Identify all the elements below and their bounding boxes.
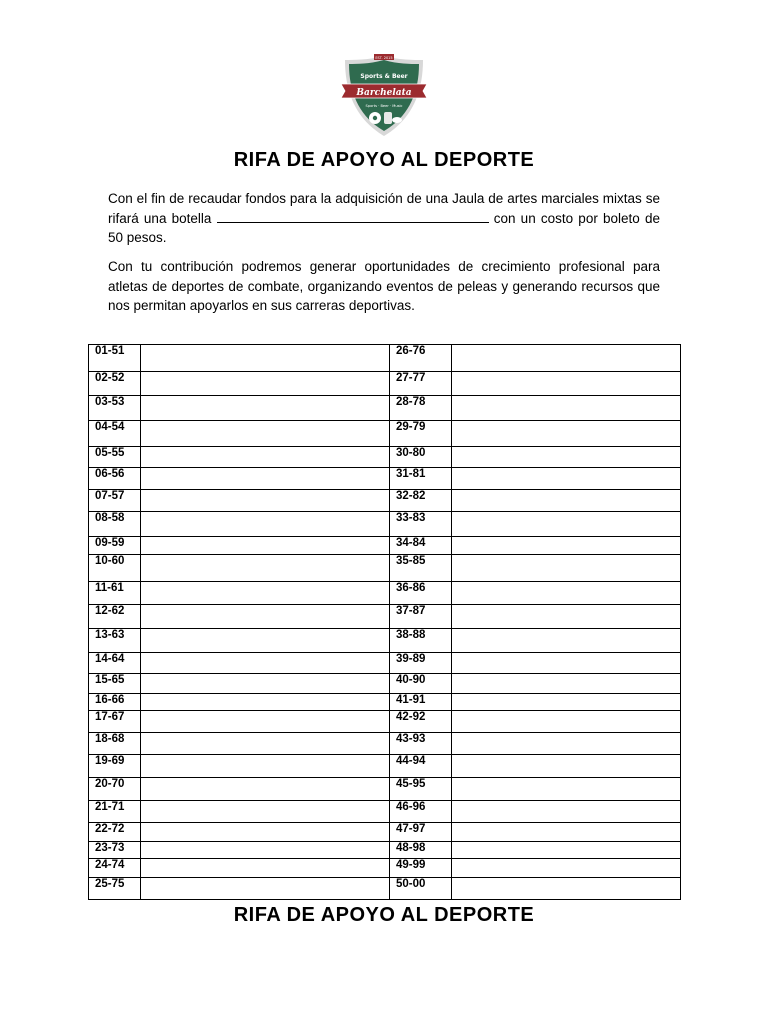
name-cell[interactable] <box>452 555 681 582</box>
table-row <box>89 372 681 396</box>
table-row <box>89 345 681 372</box>
name-cell[interactable] <box>141 711 390 733</box>
intro-paragraph <box>108 189 660 248</box>
table-row <box>89 755 681 778</box>
ticket-number: 19-69 <box>89 755 141 778</box>
logo-line1: Sports & Beer <box>360 73 408 80</box>
table-row <box>89 842 681 859</box>
table-row <box>89 537 681 555</box>
name-cell[interactable] <box>452 801 681 823</box>
name-cell[interactable] <box>141 755 390 778</box>
name-cell[interactable] <box>141 605 390 629</box>
ticket-number: 07-57 <box>89 490 141 512</box>
ticket-number: 06-56 <box>89 468 141 490</box>
name-cell[interactable] <box>452 512 681 537</box>
ticket-number: 40-90 <box>390 674 452 694</box>
ticket-number: 16-66 <box>89 694 141 711</box>
table-row <box>89 468 681 490</box>
ticket-number: 41-91 <box>390 694 452 711</box>
ticket-number: 22-72 <box>89 823 141 842</box>
ticket-number: 09-59 <box>89 537 141 555</box>
name-cell[interactable] <box>141 733 390 755</box>
name-cell[interactable] <box>452 711 681 733</box>
name-cell[interactable] <box>141 778 390 801</box>
intro-text: Con el fin de recaudar fondos para la adquisición de una Jaula de artes marciales mixtas se rifará una botella <box>108 191 660 226</box>
name-cell[interactable] <box>141 823 390 842</box>
ticket-number: 25-75 <box>89 878 141 900</box>
ticket-number: 20-70 <box>89 778 141 801</box>
ticket-number: 35-85 <box>390 555 452 582</box>
ticket-number: 31-81 <box>390 468 452 490</box>
ticket-number: 45-95 <box>390 778 452 801</box>
ticket-number: 14-64 <box>89 653 141 674</box>
logo-name: Barchelata <box>356 88 412 98</box>
name-cell[interactable] <box>452 447 681 468</box>
table-row <box>89 447 681 468</box>
ticket-number: 36-86 <box>390 582 452 605</box>
ticket-number: 29-79 <box>390 421 452 447</box>
ticket-number: 30-80 <box>390 447 452 468</box>
ticket-number: 27-77 <box>390 372 452 396</box>
name-cell[interactable] <box>452 823 681 842</box>
name-cell[interactable] <box>141 582 390 605</box>
ticket-number: 33-83 <box>390 512 452 537</box>
table-row <box>89 512 681 537</box>
ticket-number: 01-51 <box>89 345 141 372</box>
name-cell[interactable] <box>452 733 681 755</box>
ticket-number: 26-76 <box>390 345 452 372</box>
ticket-number: 08-58 <box>89 512 141 537</box>
ticket-number: 49-99 <box>390 859 452 878</box>
logo-top-banner: EST. 2015 <box>375 56 393 60</box>
ticket-number: 50-00 <box>390 878 452 900</box>
ticket-number: 03-53 <box>89 396 141 421</box>
name-cell[interactable] <box>452 582 681 605</box>
price-text: con un costo por boleto de 50 pesos. <box>108 210 660 245</box>
name-cell[interactable] <box>141 512 390 537</box>
ticket-number: 24-74 <box>89 859 141 878</box>
name-cell[interactable] <box>452 755 681 778</box>
name-cell[interactable] <box>141 653 390 674</box>
name-cell[interactable] <box>141 674 390 694</box>
table-row <box>89 653 681 674</box>
table-row <box>89 629 681 653</box>
table-row <box>89 396 681 421</box>
logo-tagline: Sports · Beer · Music <box>365 104 403 108</box>
ticket-number: 47-97 <box>390 823 452 842</box>
ticket-number: 21-71 <box>89 801 141 823</box>
ticket-number: 18-68 <box>89 733 141 755</box>
name-cell[interactable] <box>452 372 681 396</box>
table-row <box>89 694 681 711</box>
barchelata-logo <box>339 54 429 138</box>
name-cell[interactable] <box>452 842 681 859</box>
table-row <box>89 605 681 629</box>
table-row <box>89 778 681 801</box>
name-cell[interactable] <box>452 345 681 372</box>
name-cell[interactable] <box>452 778 681 801</box>
ticket-number: 23-73 <box>89 842 141 859</box>
prize-blank-line[interactable] <box>217 211 489 223</box>
name-cell[interactable] <box>141 629 390 653</box>
footer-title: RIFA DE APOYO AL DEPORTE <box>233 904 535 926</box>
name-cell[interactable] <box>452 859 681 878</box>
ticket-number: 44-94 <box>390 755 452 778</box>
name-cell[interactable] <box>141 842 390 859</box>
ticket-number: 11-61 <box>89 582 141 605</box>
table-row <box>89 674 681 694</box>
ticket-number: 10-60 <box>89 555 141 582</box>
ticket-number: 12-62 <box>89 605 141 629</box>
name-cell[interactable] <box>141 878 390 900</box>
ticket-number: 13-63 <box>89 629 141 653</box>
name-cell[interactable] <box>141 345 390 372</box>
table-row <box>89 801 681 823</box>
name-cell[interactable] <box>141 859 390 878</box>
ticket-number: 46-96 <box>390 801 452 823</box>
ticket-number: 04-54 <box>89 421 141 447</box>
table-row <box>89 878 681 900</box>
name-cell[interactable] <box>141 537 390 555</box>
table-row <box>89 421 681 447</box>
raffle-table <box>88 344 681 900</box>
table-row <box>89 823 681 842</box>
ticket-number: 43-93 <box>390 733 452 755</box>
name-cell[interactable] <box>452 468 681 490</box>
name-cell[interactable] <box>452 674 681 694</box>
table-row <box>89 733 681 755</box>
name-cell[interactable] <box>452 537 681 555</box>
table-row <box>89 582 681 605</box>
name-cell[interactable] <box>141 421 390 447</box>
table-row <box>89 555 681 582</box>
name-cell[interactable] <box>452 421 681 447</box>
ticket-number: 05-55 <box>89 447 141 468</box>
name-cell[interactable] <box>141 396 390 421</box>
name-cell[interactable] <box>141 801 390 823</box>
name-cell[interactable] <box>141 372 390 396</box>
name-cell[interactable] <box>141 468 390 490</box>
name-cell[interactable] <box>141 490 390 512</box>
contribution-paragraph: Con tu contribución podremos generar oportunidades de crecimiento profesional para atletas de deportes de combate, organizando eventos de peleas y generando recursos que nos permitan apoyarlos en sus carreras deportivas. <box>108 259 660 313</box>
ticket-number: 15-65 <box>89 674 141 694</box>
ticket-number: 42-92 <box>390 711 452 733</box>
name-cell[interactable] <box>452 629 681 653</box>
table-row <box>89 711 681 733</box>
ticket-number: 28-78 <box>390 396 452 421</box>
name-cell[interactable] <box>141 447 390 468</box>
ticket-number: 38-88 <box>390 629 452 653</box>
ticket-number: 48-98 <box>390 842 452 859</box>
page-title: RIFA DE APOYO AL DEPORTE <box>233 149 535 171</box>
name-cell[interactable] <box>141 694 390 711</box>
ticket-number: 34-84 <box>390 537 452 555</box>
ticket-number: 02-52 <box>89 372 141 396</box>
name-cell[interactable] <box>452 605 681 629</box>
name-cell[interactable] <box>452 694 681 711</box>
name-cell[interactable] <box>452 490 681 512</box>
name-cell[interactable] <box>141 555 390 582</box>
name-cell[interactable] <box>452 653 681 674</box>
table-row <box>89 859 681 878</box>
name-cell[interactable] <box>452 396 681 421</box>
table-row <box>89 490 681 512</box>
name-cell[interactable] <box>452 878 681 900</box>
ticket-number: 17-67 <box>89 711 141 733</box>
ticket-number: 37-87 <box>390 605 452 629</box>
ticket-number: 32-82 <box>390 490 452 512</box>
ticket-number: 39-89 <box>390 653 452 674</box>
